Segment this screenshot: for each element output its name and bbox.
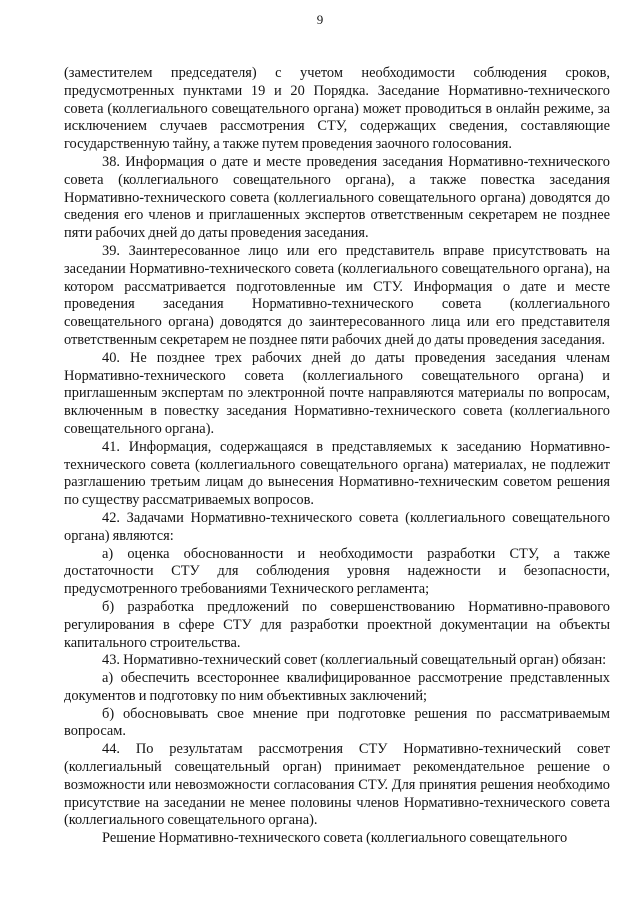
paragraph-38: 38. Информация о дате и месте проведения заседания Нормативно-технического совета (коллегиального совещательного органа), а также повестка заседания Нормативно-технического совета (коллегиального совещательного органа) доводятся до сведения его членов и приглашенных экспертов ответственным секретарем не позднее пяти рабочих дней до даты проведения заседания. [64,153,610,242]
paragraph-43: 43. Нормативно-технический совет (коллегиальный совещательный орган) обязан: [102,652,607,669]
page-number: 9 [316,12,324,27]
document-body [64,65,610,848]
paragraph-43-b: б) обосновывать свое мнение при подготовке решения по рассматриваемым вопросам. [64,705,610,740]
paragraph-43-a: а) обеспечить всестороннее квалифицированное рассмотрение представленных документов и подготовку по ним объективных заключений; [64,670,610,704]
paragraph-decision: Решение Нормативно-технического совета (коллегиального совещательного [102,830,568,847]
paragraph-42-b: б) разработка предложений по совершенствованию Нормативно-правового регулирования в сфере СТУ для разработки проектной документации на объекты капитального строительства. [64,598,610,651]
paragraph-42-a: а) оценка обоснованности и необходимости разработки СТУ, а также достаточности СТУ для соблюдения уровня надежности и безопасности, предусмотренного требованиями Технического регламента; [64,545,610,598]
paragraph-44: 44. По результатам рассмотрения СТУ Нормативно-технический совет (коллегиальный совещательный орган) принимает рекомендательное решение о возможности или невозможности согласования СТУ. Для принятия решения необходимо присутствие на заседании не менее половины членов Нормативно-технического совета (коллегиального совещательного органа). [64,741,610,829]
paragraph-42: 42. Задачами Нормативно-технического совета (коллегиального совещательного органа) являются: [64,509,610,544]
paragraph-41: 41. Информация, содержащаяся в представляемых к заседанию Нормативно-технического совета (коллегиального совещательного органа) материалах, не подлежит разглашению третьим лицам до вынесения Нормативно-техническим советом решения по существу рассматриваемых вопросов. [64,438,610,509]
paragraph-39: 39. Заинтересованное лицо или его представитель вправе присутствовать на заседании Нормативно-технического совета (коллегиального совещательного органа), на котором рассматривается подготовленные им СТУ. Информация о дате и месте проведения заседания Нормативно-технического совета (коллегиального совещательного органа) доводятся до заинтересованного лица или его представителя ответственным секретарем не позднее пяти рабочих дней до даты проведения заседания. [64,242,610,348]
paragraph-continuation: (заместителем председателя) с учетом необходимости соблюдения сроков, предусмотренных пунктами 19 и 20 Порядка. Заседание Нормативно-технического совета (коллегиального совещательного органа) может проводиться в онлайн режиме, за исключением случаев рассмотрения СТУ, содержащих сведения, составляющие государственную тайну, а также путем проведения заочного голосования. [64,65,610,153]
paragraph-40: 40. Не позднее трех рабочих дней до даты проведения заседания членам Нормативно-технического совета (коллегиального совещательного органа) и приглашенным экспертам по электронной почте направляются материалы по вопросам, включенным в повестку заседания Нормативно-технического совета (коллегиального совещательного органа). [64,349,610,437]
